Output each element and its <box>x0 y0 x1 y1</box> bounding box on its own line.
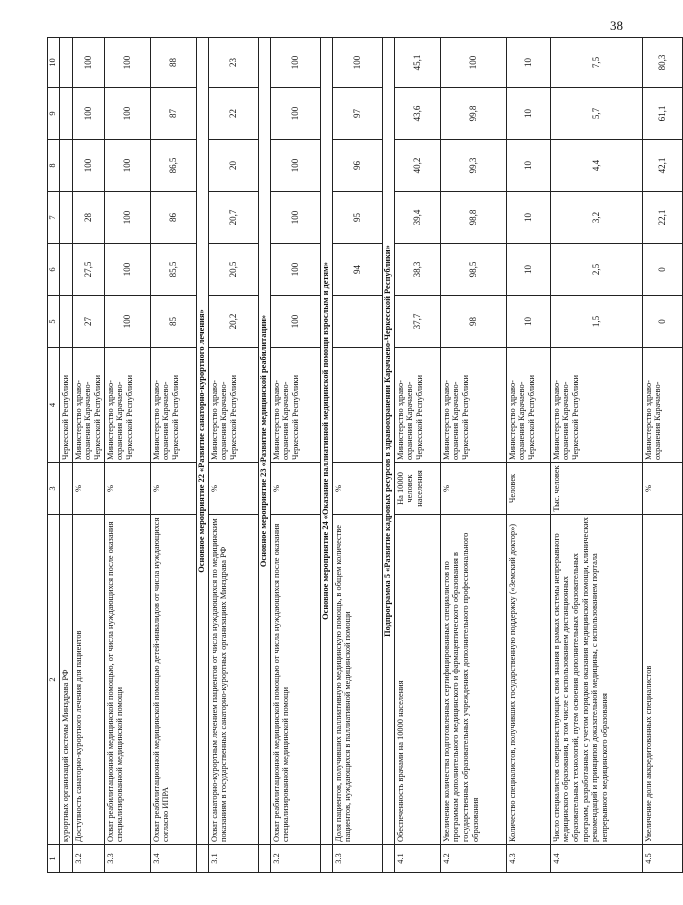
table-row <box>332 38 382 873</box>
page-number: 38 <box>610 18 623 33</box>
value-cell <box>60 38 73 88</box>
value-cell: 100 <box>270 88 320 140</box>
col-num-6: 6 <box>48 244 60 296</box>
value-cell: 38,3 <box>394 244 440 296</box>
value-cell: 20 <box>208 140 258 192</box>
indicator-name-cell: курортных организаций системы Минздрава РФ <box>60 515 73 845</box>
table-row <box>60 38 73 873</box>
value-cell: 37,7 <box>394 296 440 348</box>
executor-cell: Министерство здраво-охранения Карачаево-Черкесской Республики <box>270 348 320 463</box>
value-cell: 100 <box>104 244 150 296</box>
row-number-cell: 4.3 <box>506 845 550 873</box>
row-number-cell: 3.2 <box>270 845 320 873</box>
value-cell: 100 <box>270 296 320 348</box>
value-cell: 98,8 <box>440 192 506 244</box>
value-cell: 10 <box>506 244 550 296</box>
value-cell: 97 <box>332 88 382 140</box>
indicator-name-cell: Доля пациентов, получивших паллиативную медицинскую помощь, в общем количестве пациентов, нуждающихся в паллиативной медицинской помощи <box>332 515 382 845</box>
value-cell: 96 <box>332 140 382 192</box>
executor-cell: Министерство здраво-охранения Карачаево-Черкесской Республики <box>550 348 642 463</box>
value-cell: 98 <box>440 296 506 348</box>
value-cell: 100 <box>104 88 150 140</box>
row-number-cell: 3.3 <box>104 845 150 873</box>
value-cell: 61,1 <box>642 88 682 140</box>
executor-cell: Министерство здраво-охранения Карачаево-Черкесской Республики <box>506 348 550 463</box>
value-cell <box>60 88 73 140</box>
col-num-1: 1 <box>48 845 60 873</box>
value-cell: 10 <box>506 88 550 140</box>
indicator-name-cell: Охват санаторно-курортным лечением пациентов от числа нуждающихся по медицинским показаниям в государственных санаторно-курортных организациях Минздрава РФ <box>208 515 258 845</box>
value-cell: 80,3 <box>642 38 682 88</box>
unit-cell: % <box>440 463 506 515</box>
value-cell: 88 <box>150 38 196 88</box>
section-title: Основное мероприятие 22 «Развитие санаторно-курортного лечения» <box>196 38 208 845</box>
value-cell: 7,5 <box>550 38 642 88</box>
col-num-10: 10 <box>48 38 60 88</box>
col-num-2: 2 <box>48 515 60 845</box>
value-cell: 3,2 <box>550 192 642 244</box>
value-cell: 98,5 <box>440 244 506 296</box>
section-title: Основное мероприятие 24 «Оказание паллиативной медицинской помощи взрослым и детям» <box>320 38 332 845</box>
unit-cell: % <box>104 463 150 515</box>
value-cell: 86,5 <box>150 140 196 192</box>
row-number-cell: 4.5 <box>642 845 682 873</box>
row-number-cell: 3.2 <box>72 845 104 873</box>
value-cell: 42,1 <box>642 140 682 192</box>
section-row <box>196 38 208 873</box>
value-cell: 20,2 <box>208 296 258 348</box>
unit-cell: Тыс. человек <box>550 463 642 515</box>
table-row <box>642 38 682 873</box>
value-cell: 94 <box>332 244 382 296</box>
value-cell: 100 <box>72 38 104 88</box>
row-number-cell <box>60 845 73 873</box>
unit-cell: Человек <box>506 463 550 515</box>
table-row <box>208 38 258 873</box>
row-number-cell: 3.3 <box>332 845 382 873</box>
value-cell: 22 <box>208 88 258 140</box>
section-empty-cell <box>382 845 394 873</box>
executor-cell: Министерство здраво-охранения Карачаево- <box>642 348 682 463</box>
unit-cell: % <box>270 463 320 515</box>
unit-cell: На 10000 человек населения <box>394 463 440 515</box>
value-cell: 20,5 <box>208 244 258 296</box>
executor-cell: Министерство здраво-охранения Карачаево-Черкесской Республики <box>394 348 440 463</box>
value-cell: 99,8 <box>440 88 506 140</box>
row-number-cell: 3.1 <box>208 845 258 873</box>
col-num-5: 5 <box>48 296 60 348</box>
col-num-3: 3 <box>48 463 60 515</box>
table-row <box>104 38 150 873</box>
value-cell: 40,2 <box>394 140 440 192</box>
rotated-page <box>47 38 667 873</box>
section-title: Основное мероприятие 23 «Развитие медицинской реабилитации» <box>258 38 270 845</box>
value-cell <box>60 140 73 192</box>
value-cell: 85 <box>150 296 196 348</box>
unit-cell: % <box>642 463 682 515</box>
section-row <box>258 38 270 873</box>
value-cell: 2,5 <box>550 244 642 296</box>
section-title: Подпрограмма 5 «Развитие кадровых ресурсов в здравоохранении Карачаево-Черкесской Республики» <box>382 38 394 845</box>
indicator-name-cell: Количество специалистов, получивших государственную поддержку («Земский доктор») <box>506 515 550 845</box>
value-cell: 10 <box>506 38 550 88</box>
value-cell: 100 <box>270 38 320 88</box>
column-number-row <box>48 38 60 873</box>
value-cell: 100 <box>270 244 320 296</box>
section-empty-cell <box>320 845 332 873</box>
executor-cell: Министерство здраво-охранения Карачаево-Черкесской Республики <box>150 348 196 463</box>
table-row <box>270 38 320 873</box>
value-cell: 100 <box>104 296 150 348</box>
unit-cell: % <box>150 463 196 515</box>
table-row <box>150 38 196 873</box>
executor-cell: Министерство здраво-охранения Карачаево-Черкесской Республики <box>72 348 104 463</box>
executor-cell: Министерство здраво-охранения Карачаево-Черкесской Республики <box>208 348 258 463</box>
executor-cell: Министерство здраво-охранения Карачаево-Черкесской Республики <box>104 348 150 463</box>
indicators-table <box>47 37 683 873</box>
value-cell: 20,7 <box>208 192 258 244</box>
table-row <box>550 38 642 873</box>
executor-cell: Черкесской Республики <box>60 348 73 463</box>
value-cell: 100 <box>72 88 104 140</box>
unit-cell: % <box>208 463 258 515</box>
value-cell: 100 <box>270 192 320 244</box>
section-row <box>382 38 394 873</box>
value-cell: 100 <box>104 140 150 192</box>
value-cell: 23 <box>208 38 258 88</box>
value-cell: 10 <box>506 192 550 244</box>
row-number-cell: 3.4 <box>150 845 196 873</box>
unit-cell: % <box>72 463 104 515</box>
indicator-name-cell: Охват реабилитационной медицинской помощью, от числа нуждающихся после оказания специализированной медицинской помощи <box>104 515 150 845</box>
col-num-7: 7 <box>48 192 60 244</box>
value-cell: 86 <box>150 192 196 244</box>
table-row <box>506 38 550 873</box>
executor-cell: Министерство здраво-охранения Карачаево-Черкесской Республики <box>440 348 506 463</box>
value-cell: 100 <box>332 38 382 88</box>
col-num-9: 9 <box>48 88 60 140</box>
section-empty-cell <box>196 845 208 873</box>
indicator-name-cell: Доступность санаторно-курортного лечения для пациентов <box>72 515 104 845</box>
row-number-cell: 4.2 <box>440 845 506 873</box>
value-cell <box>332 296 382 348</box>
value-cell: 27 <box>72 296 104 348</box>
indicator-name-cell: Охват реабилитационной медицинской помощью детей-инвалидов от числа нуждающихся согласно ИПРА <box>150 515 196 845</box>
table-row <box>72 38 104 873</box>
value-cell: 22,1 <box>642 192 682 244</box>
value-cell: 100 <box>270 140 320 192</box>
table-body <box>48 38 683 873</box>
indicator-name-cell: Увеличение доли аккредитованных специалистов <box>642 515 682 845</box>
value-cell: 95 <box>332 192 382 244</box>
value-cell: 100 <box>104 38 150 88</box>
row-number-cell: 4.4 <box>550 845 642 873</box>
col-num-8: 8 <box>48 140 60 192</box>
value-cell: 4,4 <box>550 140 642 192</box>
value-cell: 5,7 <box>550 88 642 140</box>
value-cell: 10 <box>506 296 550 348</box>
value-cell: 100 <box>440 38 506 88</box>
value-cell: 0 <box>642 296 682 348</box>
value-cell: 10 <box>506 140 550 192</box>
unit-cell: % <box>332 463 382 515</box>
value-cell: 27,5 <box>72 244 104 296</box>
indicator-name-cell: Число специалистов совершенствующих свои знания в рамках системы непрерывного медицинского образования, в том числе с использованием дистанционных образовательных технологий, путем освоения дополнительных образовательных программ, разработанных с учетом порядков оказания медицинской помощи, клинических рекомендаций и принципов доказательной медицины, с использованием портала непрерывного медицинского образования <box>550 515 642 845</box>
value-cell: 0 <box>642 244 682 296</box>
value-cell: 99,3 <box>440 140 506 192</box>
value-cell: 85,5 <box>150 244 196 296</box>
indicator-name-cell: Охват реабилитационной медицинской помощью от числа нуждающихся после оказания специализированной медицинской помощи <box>270 515 320 845</box>
section-row <box>320 38 332 873</box>
value-cell: 87 <box>150 88 196 140</box>
indicator-name-cell: Обеспеченность врачами на 10000 населения <box>394 515 440 845</box>
value-cell <box>60 296 73 348</box>
value-cell <box>60 244 73 296</box>
value-cell: 1,5 <box>550 296 642 348</box>
row-number-cell: 4.1 <box>394 845 440 873</box>
value-cell: 43,6 <box>394 88 440 140</box>
col-num-4: 4 <box>48 348 60 463</box>
executor-cell <box>332 348 382 463</box>
unit-cell <box>60 463 73 515</box>
value-cell: 45,1 <box>394 38 440 88</box>
value-cell <box>60 192 73 244</box>
table-row <box>394 38 440 873</box>
indicator-name-cell: Увеличение количества подготовленных сертифицированных специалистов по программам дополнительного медицинского и фармацевтического образования в государственных образовательных учреждениях дополнительного профессионального образования <box>440 515 506 845</box>
value-cell: 100 <box>72 140 104 192</box>
section-empty-cell <box>258 845 270 873</box>
value-cell: 100 <box>104 192 150 244</box>
table-row <box>440 38 506 873</box>
value-cell: 28 <box>72 192 104 244</box>
value-cell: 39,4 <box>394 192 440 244</box>
